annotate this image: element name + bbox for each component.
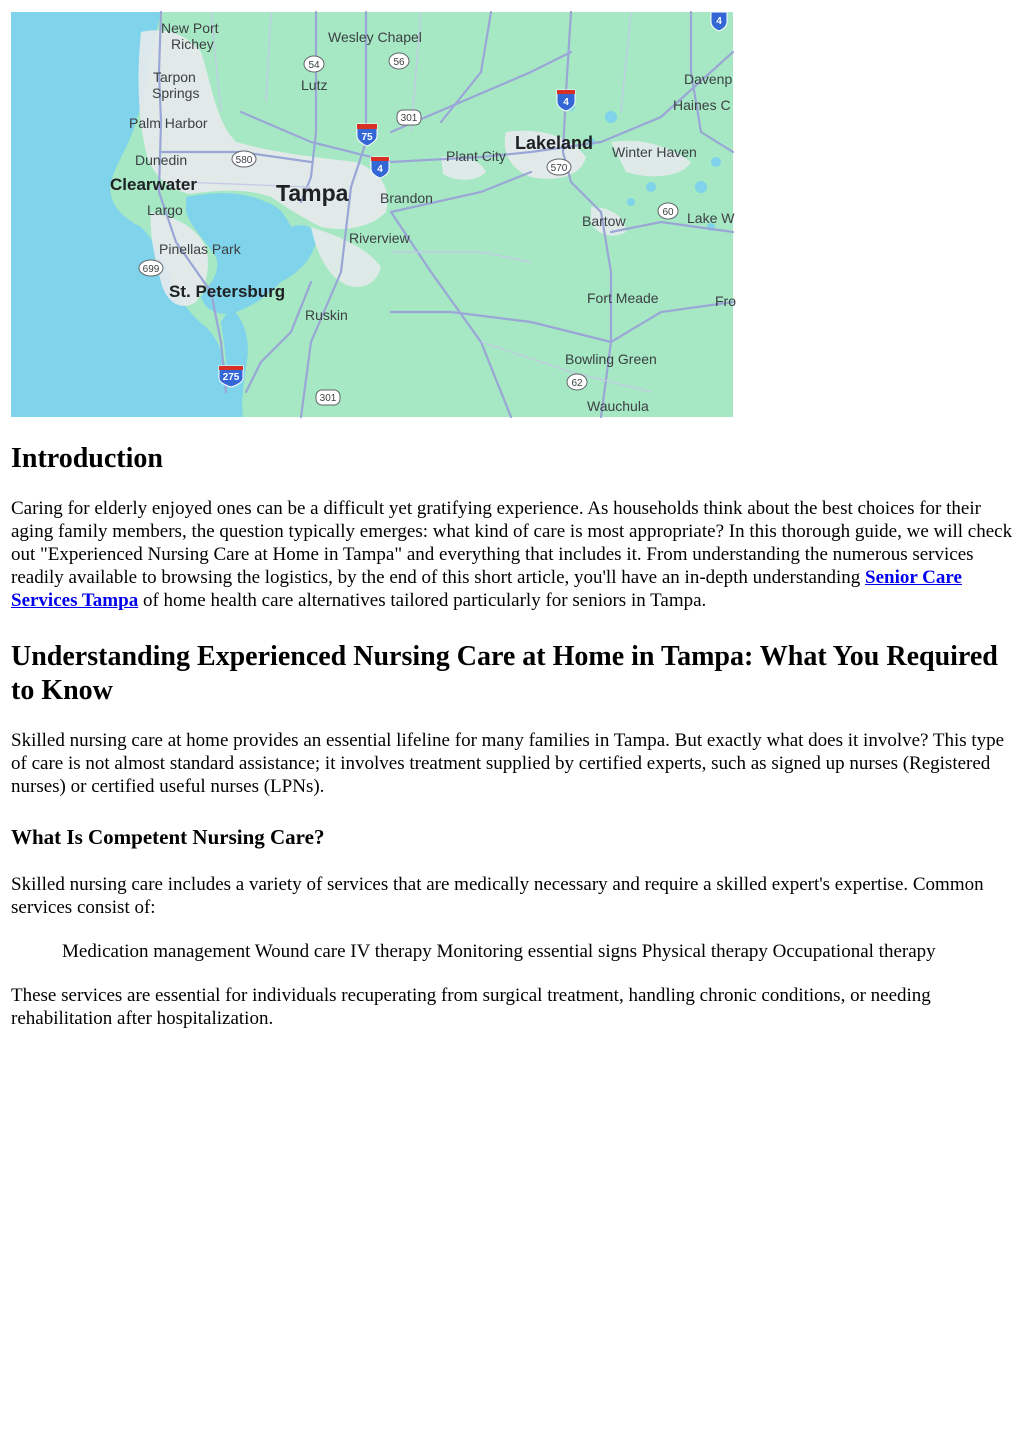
route-54-label: 54 bbox=[308, 60, 320, 71]
label-wesley-chapel: Wesley Chapel bbox=[328, 29, 422, 45]
label-tampa: Tampa bbox=[276, 180, 349, 206]
label-davenport: Davenp bbox=[684, 71, 733, 87]
route-580-label: 580 bbox=[235, 155, 253, 166]
interstate-4-lakeland-label: 4 bbox=[563, 97, 569, 108]
closing-paragraph: These services are essential for individuals recuperating from surgical treatment, handling chronic conditions, or needing rehabilitation after hospitalization. bbox=[11, 985, 931, 1029]
label-brandon: Brandon bbox=[380, 190, 433, 206]
label-palm-harbor: Palm Harbor bbox=[129, 115, 208, 131]
route-699-label: 699 bbox=[142, 264, 160, 275]
label-tarpon-1: Tarpon bbox=[153, 69, 196, 85]
label-bowling-green: Bowling Green bbox=[565, 351, 657, 367]
services-list: Medication management Wound care IV therapy Monitoring essential signs Physical therapy Occupational therapy bbox=[62, 941, 936, 962]
label-plant-city: Plant City bbox=[446, 148, 506, 164]
competent-nursing-paragraph: Skilled nursing care includes a variety of services that are medically necessary and require a skilled expert's expertise. Common services consist of: bbox=[11, 874, 984, 918]
label-wauchula: Wauchula bbox=[587, 398, 649, 414]
article-content bbox=[11, 436, 1013, 1030]
route-56-label: 56 bbox=[393, 57, 405, 68]
tampa-area-map bbox=[11, 12, 736, 417]
label-dunedin: Dunedin bbox=[135, 152, 188, 168]
label-largo: Largo bbox=[147, 202, 183, 218]
route-570-label: 570 bbox=[550, 163, 568, 174]
label-riverview: Riverview bbox=[349, 230, 410, 246]
map-canvas bbox=[11, 12, 736, 417]
label-frostproof: Fro bbox=[715, 293, 736, 309]
understanding-paragraph: Skilled nursing care at home provides an essential lifeline for many families in Tampa. But exactly what does it involve? This type of care is not almost standard assistance; it involves treatment supplied by certified experts, such as signed up nurses (Registered nurses) or certified useful nurses (LPNs). bbox=[11, 730, 1005, 797]
label-bartow: Bartow bbox=[582, 213, 626, 229]
understanding-heading: Understanding Experienced Nursing Care at Home in Tampa: What You Required to Know bbox=[11, 641, 998, 706]
label-clearwater: Clearwater bbox=[110, 175, 197, 194]
label-ruskin: Ruskin bbox=[305, 307, 348, 323]
route-301-north-label: 301 bbox=[400, 113, 418, 124]
label-lutz: Lutz bbox=[301, 77, 328, 93]
label-fort-meade: Fort Meade bbox=[587, 290, 659, 306]
label-winter-haven: Winter Haven bbox=[612, 144, 697, 160]
senior-care-services-link[interactable]: Senior Care Services Tampa bbox=[11, 567, 962, 611]
interstate-4-tampa-label: 4 bbox=[377, 164, 383, 175]
intro-text-before-link: Caring for elderly enjoyed ones can be a difficult yet gratifying experience. As households think about the best choices for their aging family members, the question typically emerges: what kind of care is most appropriate? In this thorough guide, we will check out "Experienced Nursing Care at Home in Tampa" and everything that includes it. From understanding the numerous services readily available to browsing the logistics, by the end of this short article, you'll have an in-depth understanding bbox=[11, 498, 1013, 588]
introduction-heading: Introduction bbox=[11, 443, 163, 474]
interstate-4-east-label: 4 bbox=[716, 16, 722, 27]
competent-nursing-heading: What Is Competent Nursing Care? bbox=[11, 825, 325, 849]
route-60-label: 60 bbox=[662, 207, 674, 218]
label-lake-wales: Lake W bbox=[687, 210, 735, 226]
label-haines-city: Haines C bbox=[673, 97, 731, 113]
label-new-port-richey-1: New Port bbox=[161, 20, 219, 36]
label-new-port-richey-2: Richey bbox=[171, 36, 214, 52]
interstate-275-label: 275 bbox=[222, 372, 240, 383]
label-pinellas-park: Pinellas Park bbox=[159, 241, 241, 257]
introduction-paragraph bbox=[11, 497, 1013, 612]
route-301-south-label: 301 bbox=[319, 393, 337, 404]
interstate-75-label: 75 bbox=[361, 132, 373, 143]
intro-text-after-link: of home health care alternatives tailored particularly for seniors in Tampa. bbox=[138, 590, 707, 611]
label-tarpon-2: Springs bbox=[152, 85, 200, 101]
label-lakeland: Lakeland bbox=[515, 133, 594, 153]
label-st-petersburg: St. Petersburg bbox=[169, 282, 286, 301]
route-62-label: 62 bbox=[571, 378, 583, 389]
